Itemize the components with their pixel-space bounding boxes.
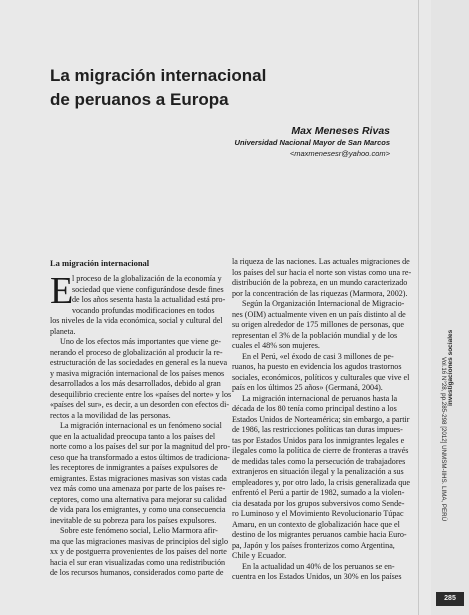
author-affiliation: Universidad Nacional Mayor de San Marcos [234,138,390,147]
body-text-line: sociales, económicos, políticos y culturales que vive el [232,372,410,382]
body-text-line: su origen alrededor de 175 millones de personas, que [232,320,404,329]
body-text-line: ceso que ha transformado a estos últimos de tradiciona- [50,452,230,462]
body-text-line: les receptores de inmigrantes a países expulsores de [50,463,218,472]
body-text-line: Chile y Ecuador. [232,551,287,560]
body-text-line: La migración internacional es un fenómeno social [60,421,222,430]
body-text-line: sociedad que viene configurándose desde fines [72,284,224,294]
body-column-right [232,257,412,583]
body-text-line: Sobre este fenómeno social, Lelio Marmora afir- [60,526,218,535]
body-text-line: que en la actualidad preocupa tanto a los países del [50,431,216,441]
body-text-line: pa, Japón y los países fronterizos como Argentina, [232,540,395,550]
body-text-line: nerando el proceso de globalización al producir la re- [50,347,223,357]
title-line-2: de peruanos a Europa [50,90,229,109]
body-text-line: empleadores y, por otro lado, la crisis generalizada que [232,477,410,487]
body-text-line: país en los últimos 25 años» (Germaná, 2004). [232,383,383,392]
body-text-line: destino de los migrantes peruanos cambie hacia Euro- [232,530,407,539]
body-text-line: ilegales como la política de cierre de fronteras a través [232,446,409,455]
author-block [235,126,390,159]
body-text-line: ro Luminoso y el Movimiento Revolucionario Túpac [232,509,404,518]
body-text-line: y masiva migración internacional de los países menos [50,368,225,378]
body-text-line: desarrollados a los más desarrollados, debido al gran [50,379,221,388]
body-text-line: los niveles de la vida económica, social y cultural del [50,316,223,325]
column-divider-line [418,0,419,615]
body-text-line: de medidas tales como la persecución de trabajadores [232,456,406,466]
body-text-line: Uno de los efectos más importantes que viene ge- [60,337,221,346]
body-text-line: l proceso de la globalización de la economía y [72,274,222,283]
body-text-line: enfrentó el Perú a partir de 1982, sumado a la violen- [232,488,405,497]
article-title [50,64,380,112]
author-name: Max Meneses Rivas [291,125,390,137]
body-text-line: desequilibrio creciente entre los «países del norte» y los [50,389,232,399]
body-column-left [50,270,232,579]
body-text-line: de los años sesenta hasta la actualidad está pro- [72,295,226,304]
page-number: 285 [436,592,464,606]
body-text-line: de 1986, las restricciones políticas tan duras impues- [232,425,403,434]
body-text-line: inevitable de su pobreza para los países expulsores. [50,515,217,525]
body-text-line: cia desatada por los grupos subversivos como Sende- [232,498,405,508]
body-text-line: de vida para los emigrantes, y como una consecuencia [50,505,226,514]
body-text-line: cuentra en los Estados Unidos, un 30% en los países [232,572,402,581]
body-text-line: ceptores, como una alternativa para mejorar su calidad [50,494,227,504]
body-text-line: emigrantes. Estas migraciones masivas son vistas cada [50,473,227,483]
body-text-line: ma que las migraciones masivas de principios del siglo [50,536,229,546]
body-text-line: En el Perú, «el éxodo de casi 3 millones de pe- [242,351,394,361]
body-text-line: tas por Estados Unidos para los inmigrantes legales e [232,435,405,445]
section-heading: La migración internacional [50,258,150,268]
body-text-line: por la concentración de las riquezas (Marmora, 2002). [232,288,408,298]
body-text-line: xx y de postguerra provenientes de los países del norte [50,547,227,556]
title-line-1: La migración internacional [50,66,267,85]
body-text-line: década de los 80 tenía como principal destino a los [232,404,397,413]
drop-cap: E [50,270,74,312]
body-text-line: Amaru, en un contexto de globalización hace que el [232,519,400,529]
body-text-line: «países del sur», es decir, a un desorden con efectos di- [50,400,230,409]
journal-name: investigaciones sociales [447,329,454,406]
body-text-line: los países del sur hacia el norte son vistas como una re- [232,267,412,277]
body-text-line: La migración internacional de peruanos hasta la [242,393,398,403]
journal-sidebar [431,0,469,615]
body-text-line: de los recursos humanos, considerados como parte de [50,568,224,577]
body-text-line: Según la Organización Internacional de Migracio- [242,299,405,308]
body-text-line: Estados Unidos de Norteamérica; sin embargo, a partir [232,414,410,424]
journal-reference: Vol.16 N°28, pp.285-298 [2012] UNMSM-IIHS. LIMA, PERÚ [440,357,447,522]
body-text-line: En la actualidad un 40% de los peruanos se en- [242,561,395,571]
body-text-line: cuales el 48% son mujeres. [232,341,320,350]
author-email: <maxmenesesr@yahoo.com> [289,149,390,158]
body-text-line: distribución de la pobreza, en un mundo caracterizado [232,278,408,287]
body-text-line: norte como a los países del sur por la magnitud del pro- [50,442,231,451]
body-text-line: estructuración de las sociedades en general es la nueva [50,358,228,367]
body-text-line: extranjeros en situación ilegal y la penalización a sus [232,467,404,476]
body-text-line: representan el 3% de la población mundial y de los [232,330,398,340]
body-text-line: ruanos, ha puesto en evidencia los agudos trastornos [232,362,402,371]
body-text-line: planeta. [50,326,76,336]
body-text-line: vocando profundas modificaciones en todos [72,305,215,315]
body-text-line: nes (OIM) actualmente viven en un país distinto al de [232,309,406,319]
body-text-line: la riqueza de las naciones. Las actuales migraciones de [232,257,410,266]
body-text-line: rectos a la movilidad de las personas. [50,410,171,420]
body-text-line: vez más como una amenaza por parte de los países re- [50,484,226,493]
body-text-line: hacia el sur eran visualizadas como una redistribución [50,557,226,567]
